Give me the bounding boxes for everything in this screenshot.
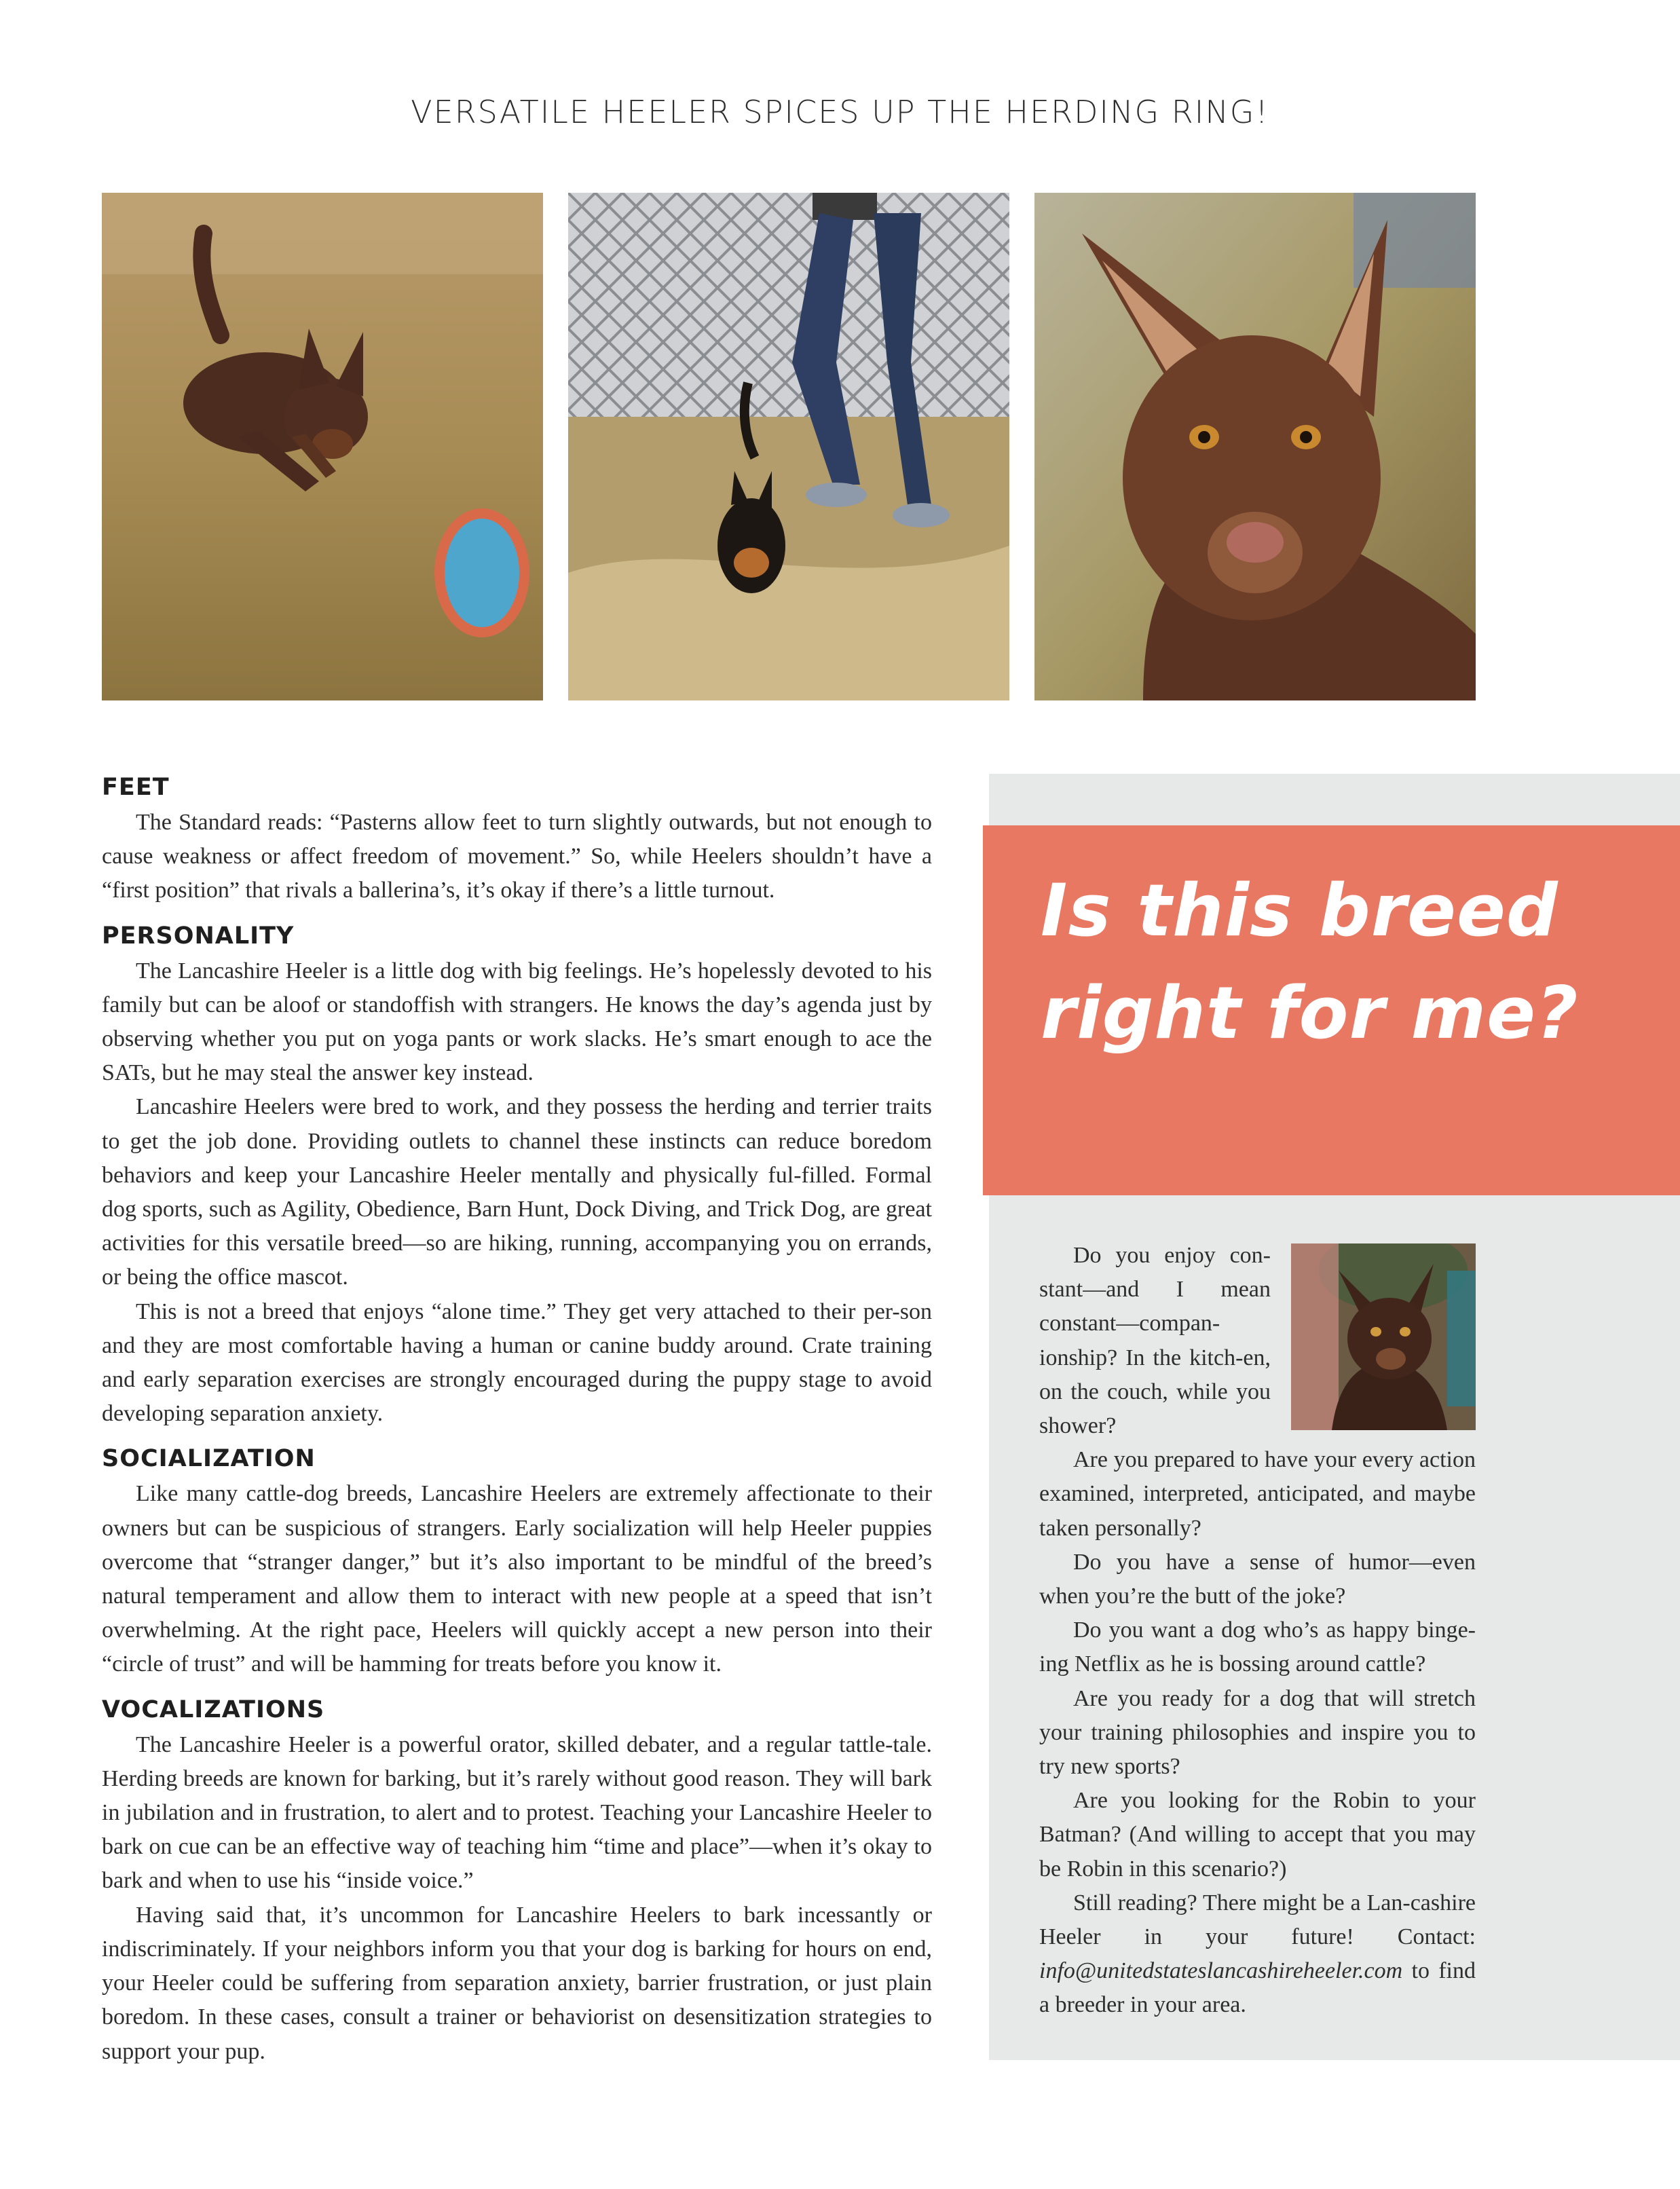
page-header: VERSATILE HEELER SPICES UP THE HERDING RING! [411, 94, 1269, 130]
contact-text-end: to find a breeder in your area. [1039, 1958, 1476, 2018]
sidebar-contact-paragraph [1039, 1886, 1476, 2023]
dog-inset-photo [1291, 1243, 1476, 1430]
vocalizations-paragraph-2: Having said that, it’s uncommon for Lancashire Heelers to bark incessantly or indiscriminately. If your neighbors inform you that your dog is barking for hours on end, your Heeler could be suffering from separation anxiety, barrier frustration, or just plain boredom. In these cases, consult a trainer or behaviorist on desensitization strategies to support your pup. [102, 1902, 932, 2064]
dog-portrait-photo [1034, 193, 1476, 700]
dog-catching-frisbee-photo [102, 193, 543, 700]
sidebar-body [1039, 1239, 1476, 2023]
sidebar-title: Is this breed right for me? [1041, 869, 1579, 1055]
dog-walking-with-handler-photo [568, 193, 1009, 700]
socialization-paragraph: Like many cattle-dog breeds, Lancashire Heelers are extremely affectionate to their owners but can be suspicious of strangers. Early socialization will help Heeler puppies overcome that “stranger danger,” but it’s also important to be mindful of the breed’s natural temperament and allow them to interact with new people at a speed that isn’t overwhelming. At the right pace, Heelers will quickly accept a new person into their “circle of trust” and will be hamming for treats before you know it. [102, 1481, 932, 1677]
section-heading-personality: PERSONALITY [102, 922, 295, 950]
section-heading-vocalizations: VOCALIZATIONS [102, 1696, 325, 1723]
vocalizations-paragraph-1: The Lancashire Heeler is a powerful orator, skilled debater, and a regular tattle-tale. Herding breeds are known for barking, but it’s rarely without good reason. They will bark in jubilation and in frustration, to alert and to protest. Teaching your Lancashire Heeler to bark on cue can be an effective way of teaching him “time and place”—when it’s okay to bark and when to use his “inside voice.” [102, 1732, 932, 1894]
sidebar-question-3: Do you have a sense of humor—even when you’re the butt of the joke? [1039, 1549, 1476, 1609]
sidebar-question-2: Are you prepared to have your every action examined, interpreted, anticipated, and maybe taken personally? [1039, 1447, 1476, 1541]
contact-text-start: Still reading? There might be a Lan-cashire Heeler in your future! Contact: [1039, 1890, 1476, 1950]
sidebar-question-5: Are you ready for a dog that will stretch your training philosophies and inspire you to try new sports? [1039, 1685, 1476, 1780]
sidebar-question-4: Do you want a dog who’s as happy binge-ing Netflix as he is bossing around cattle? [1039, 1617, 1476, 1677]
section-heading-feet: FEET [102, 774, 170, 801]
section-heading-socialization: SOCIALIZATION [102, 1445, 316, 1473]
sidebar-question-1: Do you enjoy con-stant—and I mean constant—compan-ionship? In the kitch-en, on the couch, while you shower? [1039, 1243, 1271, 1439]
personality-paragraph-2: Lancashire Heelers were bred to work, and they possess the herding and terrier traits to get the job done. Providing outlets to channel these instincts can reduce boredom behaviors and keep your Lancashire Heeler mentally and physically ful-filled. Formal dog sports, such as Agility, Obedience, Barn Hunt, Dock Diving, and Trick Dog, are great activities for this versatile breed—so are hiking, running, accompanying you on errands, or being the office mascot. [102, 1094, 932, 1290]
article-body [102, 769, 932, 2069]
personality-paragraph-1: The Lancashire Heeler is a little dog with big feelings. He’s hopelessly devoted to his family but can be aloof or standoffish with strangers. He knows the day’s agenda just by observing whether you put on yoga pants or work slacks. He’s smart enough to ace the SATs, but he may steal the answer key instead. [102, 958, 932, 1086]
sidebar-title-box [983, 825, 1680, 1195]
sidebar-question-6: Are you looking for the Robin to your Batman? (And willing to accept that you may be Robin in this scenario?) [1039, 1788, 1476, 1882]
personality-paragraph-3: This is not a breed that enjoys “alone time.” They get very attached to their per-son and they are most comfortable having a human or canine buddy around. Crate training and early separation exercises are strongly encouraged during the puppy stage to avoid developing separation anxiety. [102, 1298, 932, 1427]
contact-email-link[interactable]: info@unitedstateslancashireheeler.com [1039, 1958, 1403, 1984]
feet-paragraph: The Standard reads: “Pasterns allow feet to turn slightly outwards, but not enough to cause weakness or affect freedom of movement.” So, while Heelers shouldn’t have a “first position” that rivals a ballerina’s, it’s okay if there’s a little turnout. [102, 810, 932, 903]
